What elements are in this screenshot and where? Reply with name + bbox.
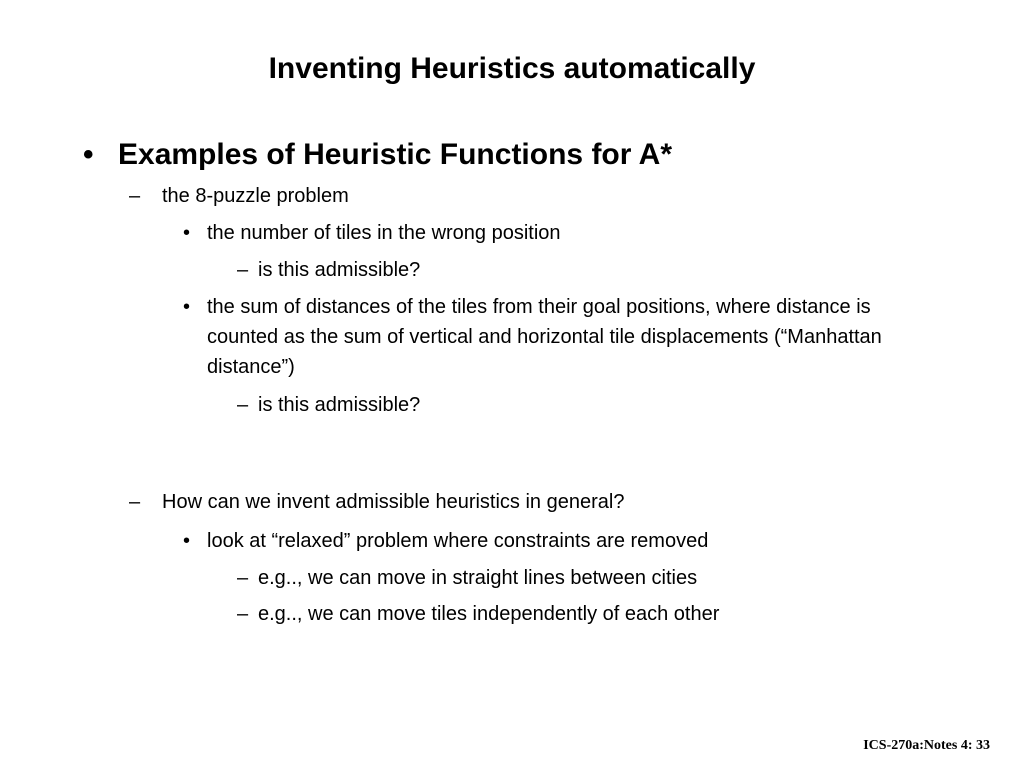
main-bullet-text: Examples of Heuristic Functions for A* xyxy=(118,138,672,171)
relaxed-example-item xyxy=(237,565,937,591)
puzzle-problem-item xyxy=(129,183,949,209)
bullet-marker: • xyxy=(83,138,94,171)
slide-title: Inventing Heuristics automatically xyxy=(268,52,756,85)
relaxed-example-text: e.g.., we can move in straight lines between cities xyxy=(258,567,698,589)
dash-marker: – xyxy=(129,491,141,513)
invent-heuristics-text: How can we invent admissible heuristics in general? xyxy=(162,491,625,513)
manhattan-question xyxy=(237,392,937,418)
puzzle-problem-text: the 8-puzzle problem xyxy=(162,185,349,207)
bullet-marker: • xyxy=(183,530,191,552)
misplaced-tiles-text: the number of tiles in the wrong position xyxy=(207,222,561,244)
dash-marker: – xyxy=(129,185,141,207)
relaxed-example-text: e.g.., we can move tiles independently of each other xyxy=(258,603,720,625)
admissible-question-text: is this admissible? xyxy=(258,394,421,416)
misplaced-tiles-question xyxy=(237,257,937,283)
dash-marker: – xyxy=(237,259,249,281)
main-bullet xyxy=(83,136,983,174)
dash-marker: – xyxy=(237,603,249,625)
dash-marker: – xyxy=(237,567,249,589)
misplaced-tiles-item xyxy=(183,218,943,248)
manhattan-distance-text: the sum of distances of the tiles from their goal positions, where distance is counted as the sum of vertical and horizontal tile displacements (“Manhattan distance”) xyxy=(207,296,882,378)
slide-footer: ICS-270a:Notes 4: 33 xyxy=(863,738,990,753)
invent-heuristics-item xyxy=(129,489,949,515)
relaxed-problem-item xyxy=(183,526,943,556)
dash-marker: – xyxy=(237,394,249,416)
bullet-marker: • xyxy=(183,296,191,318)
admissible-question-text: is this admissible? xyxy=(258,259,421,281)
relaxed-problem-text: look at “relaxed” problem where constraints are removed xyxy=(207,530,709,552)
bullet-marker: • xyxy=(183,222,191,244)
relaxed-example-item xyxy=(237,601,937,627)
manhattan-distance-item xyxy=(183,292,943,382)
